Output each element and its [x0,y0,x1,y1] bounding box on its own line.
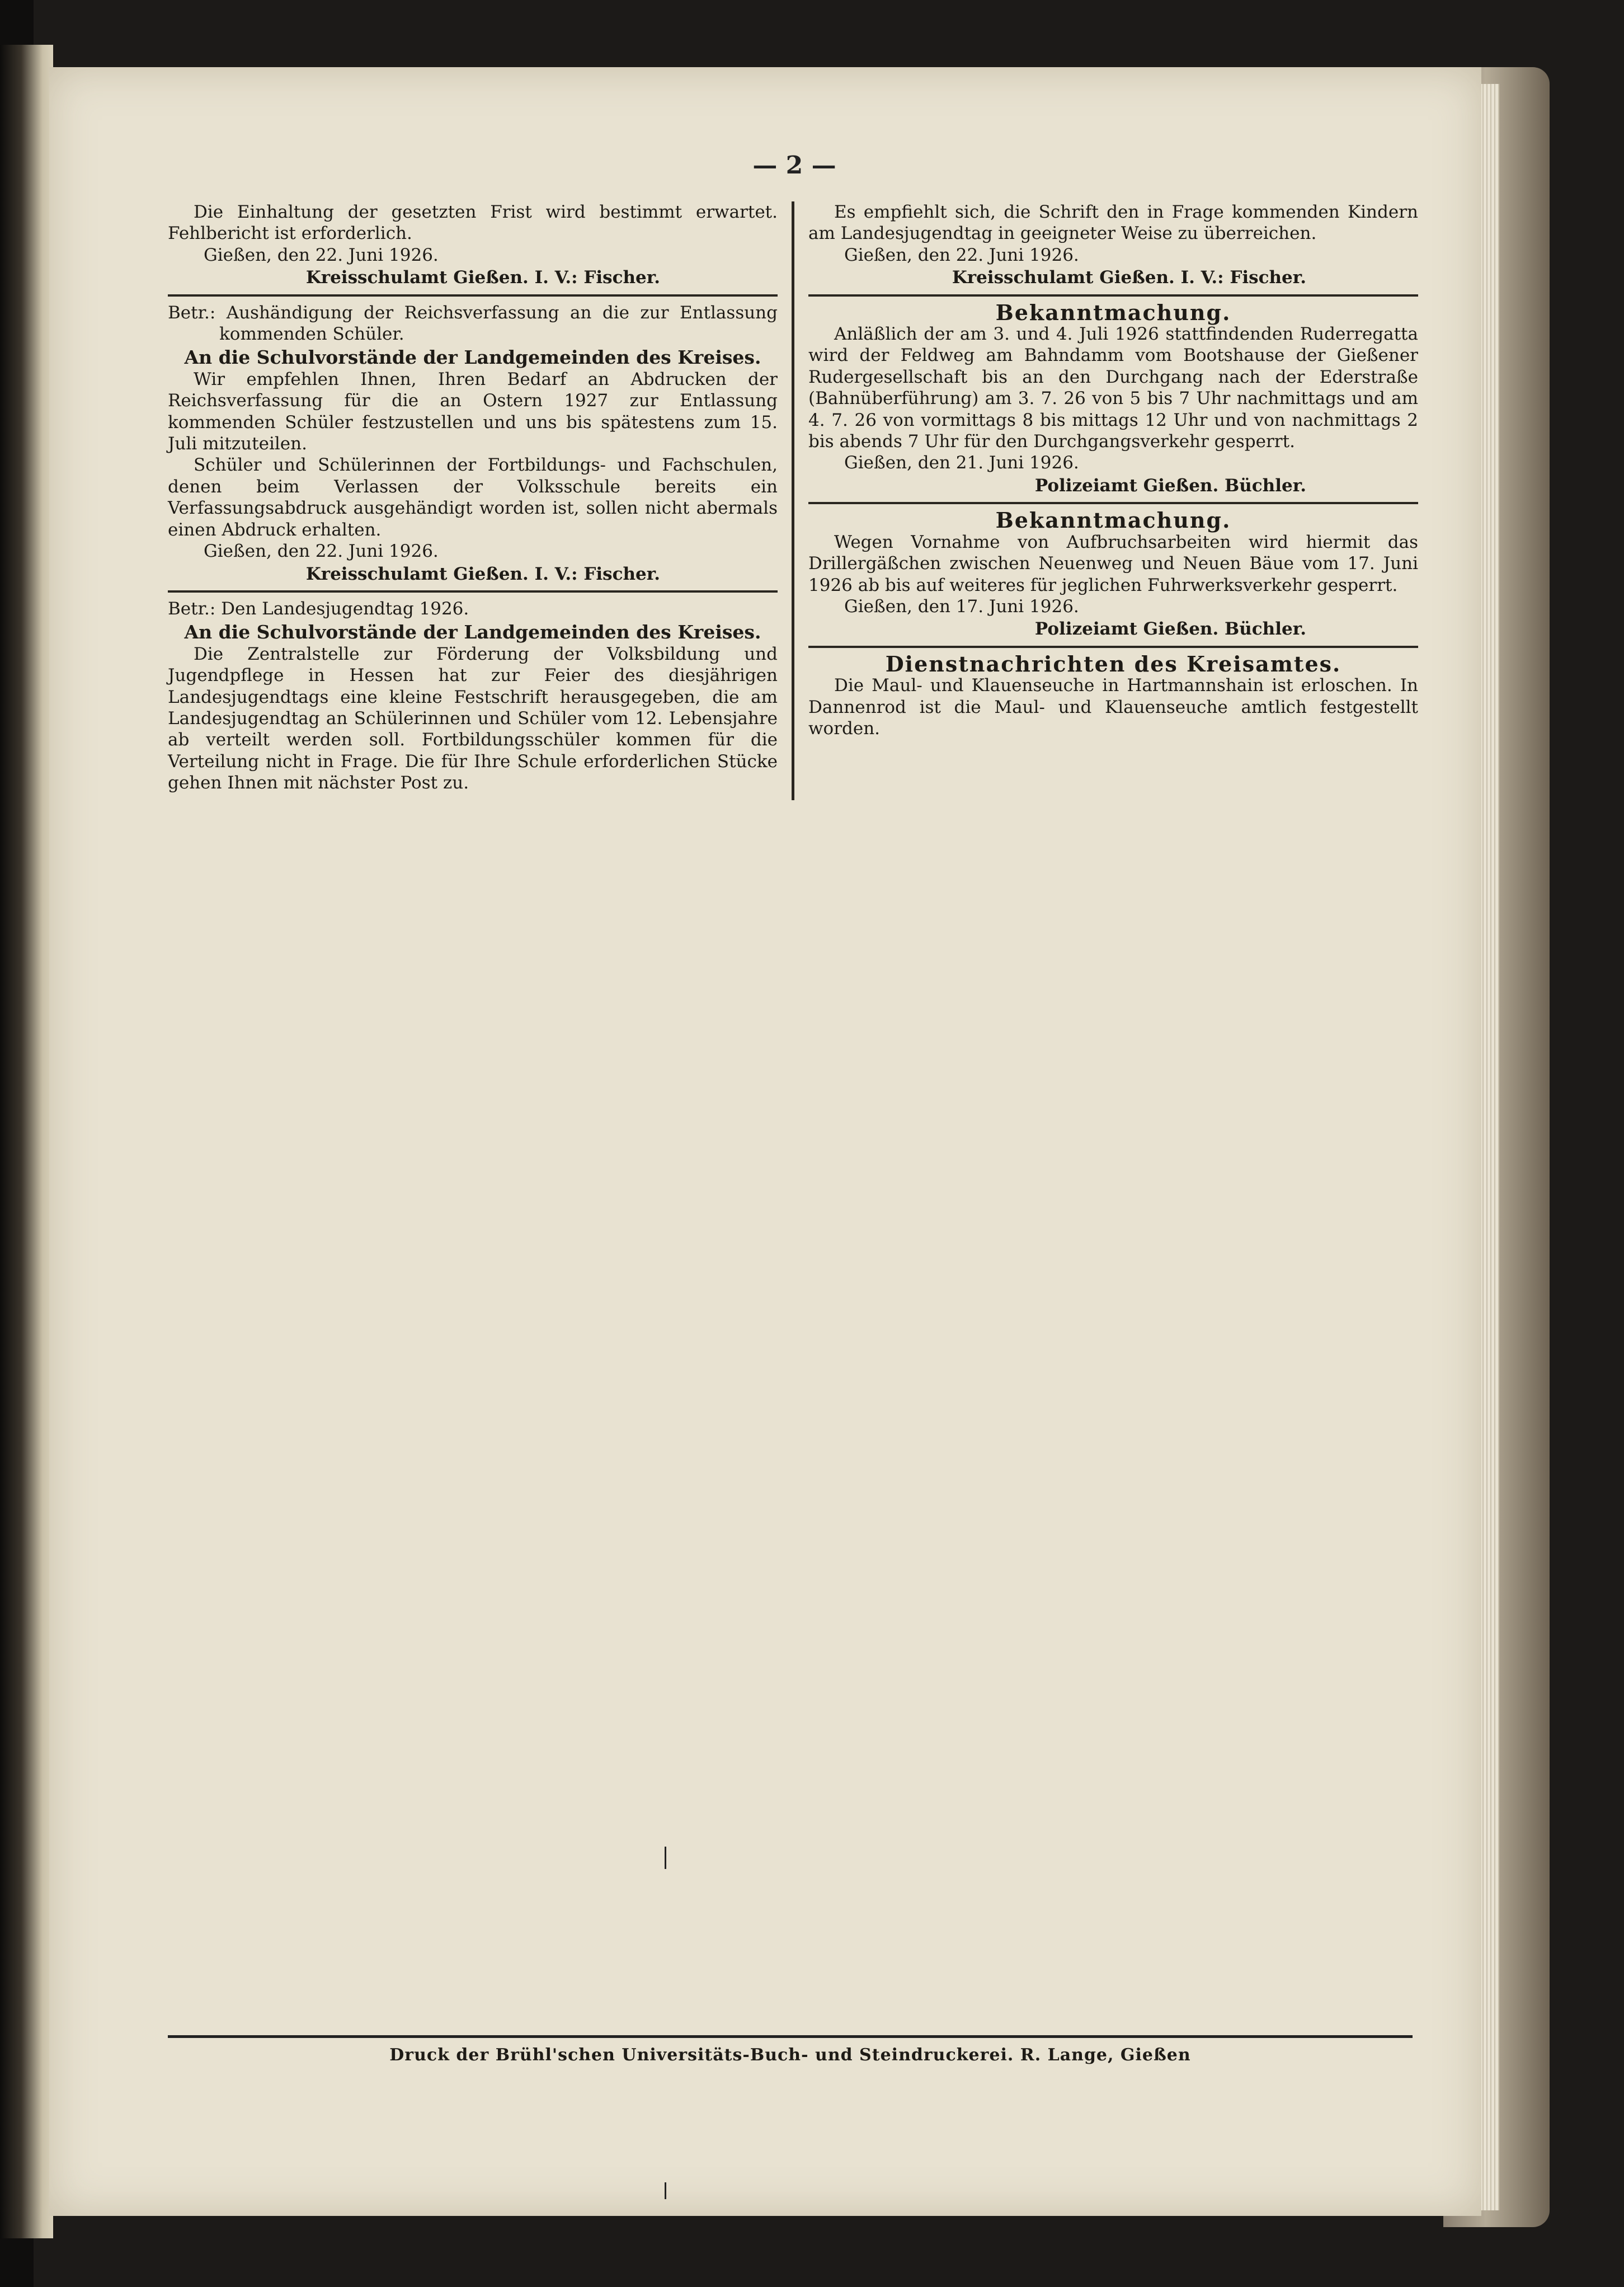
dateline: Gießen, den 22. Juni 1926. [844,245,1079,265]
subject-line: Betr.: Aushändigung der Reichsverfassung an die zur Entlassung kommenden Schüler. [168,302,778,345]
left-column [168,201,778,794]
dateline: Gießen, den 22. Juni 1926. [204,541,439,562]
right-column [808,201,1418,739]
column-divider [792,201,794,800]
signature: Polizeiamt Gießen. Büchler. [1034,619,1306,640]
dateline: Gießen, den 21. Juni 1926. [844,453,1079,473]
dateline: Gießen, den 22. Juni 1926. [204,245,439,265]
body-paragraph: Wir empfehlen Ihnen, Ihren Bedarf an Abdrucken der Reichsverfassung für die an Ostern 1927 zur Entlassung kommenden Schüler festzustellen und uns bis spätestens zum 15. Juli mitzuteilen. [168,369,778,454]
facing-page-edge [0,45,53,2238]
section-heading: An die Schulvorstände der Landgemeinden des Kreises. [184,346,761,369]
dateline: Gießen, den 17. Juni 1926. [844,596,1079,617]
signature: Kreisschulamt Gießen. I. V.: Fischer. [305,267,660,288]
subject-line: Betr.: Den Landesjugendtag 1926. [168,598,469,619]
print-mark [665,2182,666,2199]
intro-paragraph: Es empfiehlt sich, die Schrift den in Frage kommenden Kindern am Landesjugendtag in geeigneter Weise zu überreichen. [808,202,1418,244]
section-rule [808,646,1418,648]
service-news-heading: Dienstnachrichten des Kreisamtes. [885,651,1341,677]
printer-imprint: Druck der Brühl'schen Universitäts-Buch- und Steindruckerei. R. Lange, Gießen [389,2045,1191,2065]
body-paragraph: Anläßlich der am 3. und 4. Juli 1926 stattfindenden Ruderregatta wird der Feldweg am Bahndamm vom Bootshause der Gießener Rudergesellschaft bis an den Durchgang nach der Ederstraße (Bahnüberführung) am 3. 7. 26 von 5 bis 7 Uhr nachmittags und am 4. 7. 26 von vormittags 8 bis mittags 12 Uhr und von nachmittags 2 bis abends 7 Uhr für den Durchgangsverkehr gesperrt. [808,324,1418,452]
footer-rule [168,2035,1413,2038]
signature: Kreisschulamt Gießen. I. V.: Fischer. [305,563,660,584]
body-paragraph: Die Zentralstelle zur Förderung der Volksbildung und Jugendpflege in Hessen hat zur Feier des diesjährigen Landesjugendtags eine kleine Festschrift herausgegeben, die am Landesjugendtag an Schülerinnen und Schüler vom 12. Lebensjahre ab verteilt werden soll. Fortbildungsschüler kommen für die Verteilung nicht in Frage. Die für Ihre Schule erforderlichen Stücke gehen Ihnen mit nächster Post zu. [168,644,778,793]
body-paragraph: Wegen Vornahme von Aufbruchsarbeiten wird hiermit das Drillergäßchen zwischen Neuenweg und Neuen Bäue vom 17. Juni 1926 ab bis auf weiteres für jeglichen Fuhrwerksverkehr gesperrt. [808,532,1418,595]
section-rule [168,294,778,297]
print-mark [665,1847,666,1869]
section-rule [168,590,778,593]
intro-paragraph: Die Einhaltung der gesetzten Frist wird bestimmt erwartet. Fehlbericht ist erforderlich. [168,202,778,244]
notice-heading: Bekanntmachung. [995,508,1231,533]
section-rule [808,294,1418,297]
signature: Polizeiamt Gießen. Büchler. [1034,475,1306,496]
body-paragraph: Schüler und Schülerinnen der Fortbildungs- und Fachschulen, denen beim Verlassen der Volksschule bereits ein Verfassungsabdruck ausgehändigt worden ist, sollen nicht abermals einen Abdruck erhalten. [168,455,778,540]
notice-heading: Bekanntmachung. [995,299,1231,325]
section-heading: An die Schulvorstände der Landgemeinden des Kreises. [184,621,761,644]
signature: Kreisschulamt Gießen. I. V.: Fischer. [952,267,1306,288]
body-paragraph: Die Maul- und Klauenseuche in Hartmannshain ist erloschen. In Dannenrod ist die Maul- und Klauenseuche amtlich festgestellt worden. [808,675,1418,739]
section-rule [808,502,1418,504]
page-number: — 2 — [752,151,836,180]
